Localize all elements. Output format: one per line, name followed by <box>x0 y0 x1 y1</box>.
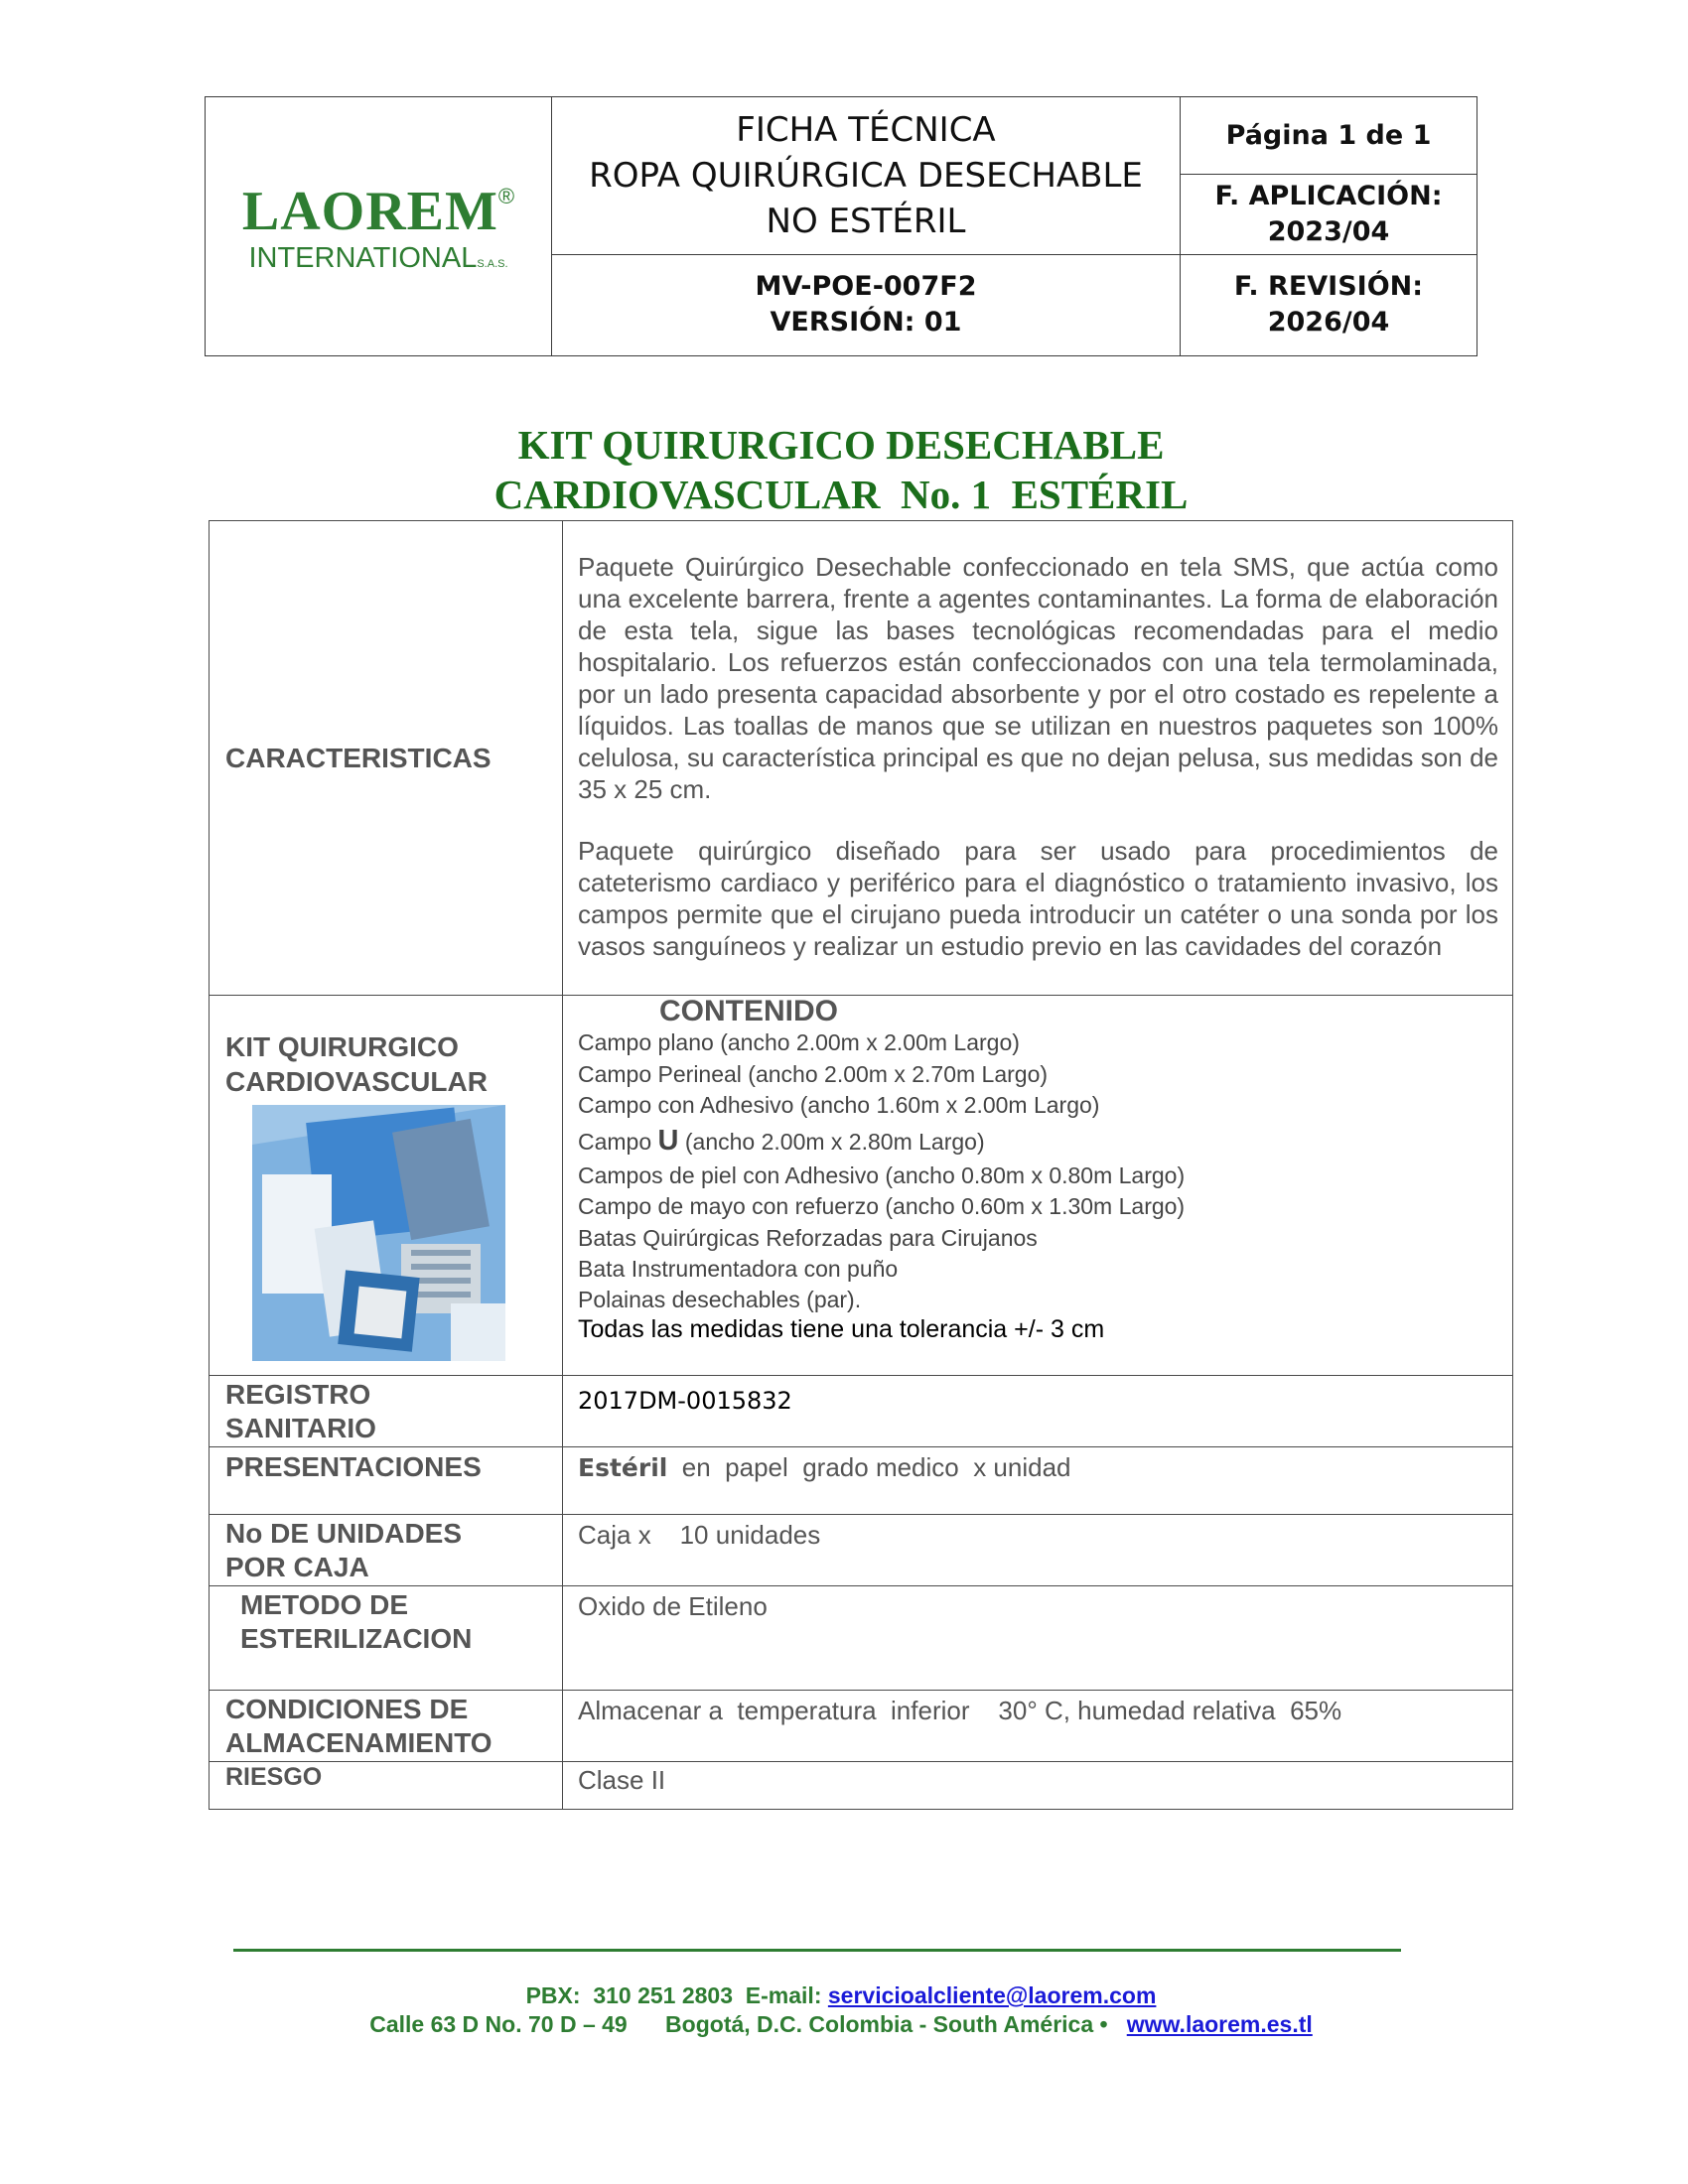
kit-label-line-1: KIT QUIRURGICO <box>225 1031 459 1062</box>
page-number-cell <box>1181 97 1477 175</box>
kit-item: Campo de mayo con refuerzo (ancho 0.60m x 1.30m Largo) <box>578 1193 1186 1219</box>
presentaciones-label-cell <box>210 1447 563 1515</box>
unidades-label-cell <box>210 1515 563 1586</box>
metodo-label-line-1: METODO DE <box>240 1589 409 1620</box>
row-riesgo <box>210 1762 1513 1810</box>
company-logo <box>206 181 551 275</box>
registro-label-line-1: REGISTRO <box>225 1379 371 1410</box>
revision-date-label: F. REVISIÓN: <box>1233 271 1424 303</box>
riesgo-label-cell <box>210 1762 563 1810</box>
header-title-line-1: FICHA TÉCNICA <box>736 109 996 150</box>
caracteristicas-paragraph-1: Paquete Quirúrgico Desechable confeccionado en tela SMS, que actúa como una excelente barrera, frente a agentes contaminantes. La forma de elaboración de esta tela, sigue las bases tecnológicas recomendadas para el medio hospitalario. Los refuerzos están confeccionados con una tela termolaminada, por un lado presenta capacidad absorbente y por el otro costado es repelente a líquidos. Las toallas de manos que se utilizan en nuestros paquetes son 100% celulosa, su característica principal es que no dejan pelusa, sus medidas son de 35 x 25 cm. <box>578 552 1498 804</box>
condiciones-label-line-1: CONDICIONES DE <box>225 1694 469 1724</box>
row-caracteristicas <box>210 521 1513 996</box>
row-condiciones <box>210 1691 1513 1762</box>
kit-item: Campo plano (ancho 2.00m x 2.00m Largo) <box>578 1029 1020 1055</box>
footer-divider <box>233 1949 1401 1952</box>
caracteristicas-paragraph-2: Paquete quirúrgico diseñado para ser usado para procedimientos de cateterismo cardiaco y periférico para el diagnóstico o tratamiento invasivo, los campos permite que el cirujano pueda introducir un catéter o una sonda por los vasos sanguíneos y realizar un estudio previo en las cavidades del corazón <box>578 836 1498 961</box>
caracteristicas-value <box>563 521 1513 996</box>
registro-value: 2017DM-0015832 <box>578 1387 792 1415</box>
spec-table <box>209 520 1513 1810</box>
application-date: 2023/04 <box>1267 215 1390 247</box>
kit-label-cell <box>210 996 563 1376</box>
campo-u-letter: U <box>657 1124 679 1157</box>
document-header <box>205 96 1477 356</box>
document-title-line-2: CARDIOVASCULAR No. 1 ESTÉRIL <box>493 472 1189 517</box>
kit-item: Bata Instrumentadora con puño <box>578 1256 899 1282</box>
unidades-label-line-2: POR CAJA <box>225 1552 369 1582</box>
contenido-heading: CONTENIDO <box>659 995 838 1027</box>
row-kit <box>210 996 1513 1376</box>
header-title-cell <box>552 97 1181 255</box>
revision-date-cell <box>1181 254 1477 355</box>
footer-contact-line <box>205 1981 1477 2010</box>
logo-cell <box>206 97 552 356</box>
kit-label-line-2: CARDIOVASCULAR <box>225 1066 488 1097</box>
footer-website-link[interactable]: www.laorem.es.tl <box>1126 2011 1313 2037</box>
row-registro <box>210 1376 1513 1447</box>
riesgo-value: Clase II <box>578 1765 666 1795</box>
condiciones-label-cell <box>210 1691 563 1762</box>
document-version: VERSIÓN: 01 <box>770 307 962 339</box>
campo-u-suffix: (ancho 2.00m x 2.80m Largo) <box>678 1128 985 1155</box>
logo-subtitle: INTERNATIONAL <box>248 242 478 275</box>
header-title-line-2: ROPA QUIRÚRGICA DESECHABLE <box>589 155 1143 196</box>
footer-address: Calle 63 D No. 70 D – 49 Bogotá, D.C. Colombia - South América • <box>369 2011 1127 2037</box>
kit-contents-cell <box>563 996 1513 1376</box>
document-title-line-1: KIT QUIRURGICO DESECHABLE <box>517 422 1165 468</box>
header-title-line-3: NO ESTÉRIL <box>766 201 966 241</box>
kit-item: Campo con Adhesivo (ancho 1.60m x 2.00m Largo) <box>578 1092 1100 1118</box>
row-unidades <box>210 1515 1513 1586</box>
kit-item-campo-u <box>578 1122 1511 1160</box>
unidades-value: Caja x 10 unidades <box>578 1520 821 1550</box>
unidades-label-line-1: No DE UNIDADES <box>225 1518 463 1549</box>
application-date-label: F. APLICACIÓN: <box>1214 180 1443 211</box>
metodo-label-cell <box>210 1586 563 1691</box>
page-number: Página 1 de 1 <box>1225 120 1432 152</box>
metodo-value-cell <box>563 1586 1513 1691</box>
application-date-cell <box>1181 175 1477 254</box>
registro-value-cell <box>563 1376 1513 1447</box>
caracteristicas-label-text: CARACTERISTICAS <box>225 743 492 773</box>
row-presentaciones <box>210 1447 1513 1515</box>
condiciones-value-cell <box>563 1691 1513 1762</box>
logo-suffix: S.A.S. <box>477 258 508 271</box>
kit-item: Batas Quirúrgicas Reforzadas para Cirujanos <box>578 1224 1038 1251</box>
condiciones-value: Almacenar a temperatura inferior 30° C, humedad relativa 65% <box>578 1696 1342 1725</box>
kit-item: Campos de piel con Adhesivo (ancho 0.80m x 0.80m Largo) <box>578 1161 1186 1188</box>
registro-label-cell <box>210 1376 563 1447</box>
page-footer <box>205 1981 1477 2039</box>
presentaciones-value: en papel grado medico x unidad <box>667 1452 1071 1482</box>
logo-registered-mark: ® <box>497 184 515 209</box>
presentaciones-bold-word: Estéril <box>578 1453 668 1482</box>
metodo-value: Oxido de Etileno <box>578 1591 768 1621</box>
unidades-value-cell <box>563 1515 1513 1586</box>
footer-phone: PBX: 310 251 2803 E-mail: <box>525 1982 828 2008</box>
caracteristicas-label <box>210 521 563 996</box>
presentaciones-label: PRESENTACIONES <box>225 1451 482 1482</box>
document-code: MV-POE-007F2 <box>755 271 977 303</box>
registro-label-line-2: SANITARIO <box>225 1413 376 1443</box>
logo-name: LAOREM <box>241 181 498 243</box>
kit-item: Campo Perineal (ancho 2.00m x 2.70m Largo) <box>578 1060 1049 1087</box>
presentaciones-value-cell <box>563 1447 1513 1515</box>
surgical-kit-photo <box>252 1105 505 1361</box>
document-title <box>205 420 1477 519</box>
riesgo-value-cell <box>563 1762 1513 1810</box>
metodo-label-line-2: ESTERILIZACION <box>240 1623 473 1654</box>
condiciones-label-line-2: ALMACENAMIENTO <box>225 1727 492 1758</box>
footer-address-line <box>205 2010 1477 2039</box>
code-version-cell <box>552 254 1181 355</box>
footer-email-link[interactable]: servicioalcliente@laorem.com <box>827 1982 1157 2008</box>
riesgo-label: RIESGO <box>225 1763 323 1791</box>
kit-item: Polainas desechables (par). <box>578 1286 862 1312</box>
campo-u-prefix: Campo <box>578 1128 658 1155</box>
row-metodo <box>210 1586 1513 1691</box>
tolerance-note: Todas las medidas tiene una tolerancia +/- 3 cm <box>578 1314 1105 1343</box>
revision-date: 2026/04 <box>1267 307 1390 339</box>
